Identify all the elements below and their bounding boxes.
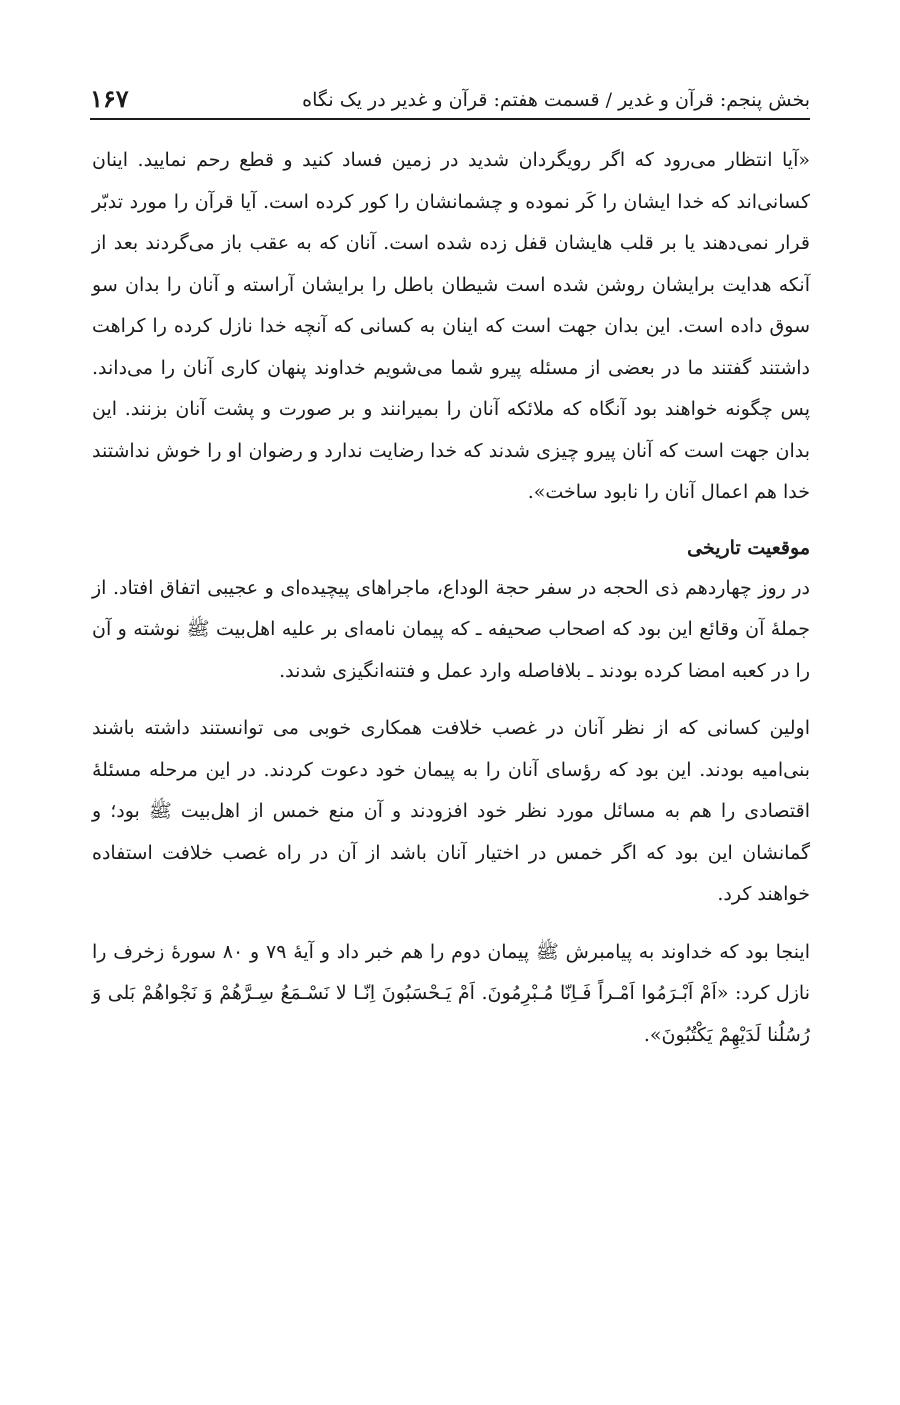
section-heading: موقعیت تاریخی [687,536,810,559]
running-head: بخش پنجم: قرآن و غدیر / قسمت هفتم: قرآن و غدیر در یک نگاه [302,89,810,111]
page-header [90,68,810,120]
quote-paragraph: «آیا انتظار می‌رود که اگر رویگردان شدید در زمین فساد کنید و قطع رحم نمایید. اینان کسانی‌اند که خدا ایشان را کَر نموده و چشمانشان را کور کرده است. آیا قرآن را مورد تدبّر قرار نمی‌دهند یا بر قلب هایشان قفل زده شده است. آنان که به عقب باز می‌گردند بعد از آنکه هدایت برایشان روشن شده است شیطان باطل را برایشان آراسته و آنان را بدان سو سوق داده است. این بدان جهت است که اینان به کسانی که آنچه خدا نازل کرده را کراهت داشتند گفتند ما در بعضی از مسئله پیرو شما می‌شویم خداوند پنهان کاری آنان را می‌داند. پس چگونه خواهند بود آنگاه که ملائکه آنان را بمیرانند و بر صورت و پشت آنان بزنند. این بدان جهت است که آنان پیرو چیزی شدند که خدا رضایت ندارد و رضوان او را خوش نداشتند خدا هم اعمال آنان را نابود ساخت». [92,149,810,503]
paragraph-3: اینجا بود که خداوند به پیامبرش ﷺ پیمان دوم را هم خبر داد و آیهٔ ۷۹ و ۸۰ سورهٔ زخرف را نازل کرد: «اَمْ اَبْـرَمُوا اَمْـراً فَـاِنّا مُـبْرِمُونَ. اَمْ یَـحْسَبُونَ اِنّـا لا نَسْـمَعُ سِـرَّهُمْ وَ نَجْواهُمْ بَلی وَ رُسُلُنا لَدَیْهِمْ یَکْتُبُونَ». [92,940,810,1046]
paragraph-1: در روز چهاردهم ذی الحجه در سفر حجة الوداع، ماجراهای پیچیده‌ای و عجیبی اتفاق افتاد. از جملهٔ آن وقائع این بود که اصحاب صحیفه ـ که پیمان نامه‌ای بر علیه اهل‌بیت ﷺ نوشته و آن را در کعبه امضا کرده بودند ـ بلافاصله وارد عمل و فتنه‌انگیزی شدند. [92,576,810,682]
body-text [92,140,810,1056]
page-number: ۱۶۷ [90,84,129,113]
paragraph-2: اولین کسانی که از نظر آنان در غصب خلافت همکاری خوبی می توانستند داشته باشند بنی‌امیه بودند. این بود که رؤسای آنان را به پیمان خود دعوت کردند. در این مرحله مسئلهٔ اقتصادی را هم به مسائل مورد نظر خود افزودند و آن منع خمس از اهل‌بیت ﷺ بود؛ و گمانشان این بود که اگر خمس در اختیار آنان باشد از آن در راه غصب خلافت استفاده خواهند کرد. [92,717,810,905]
